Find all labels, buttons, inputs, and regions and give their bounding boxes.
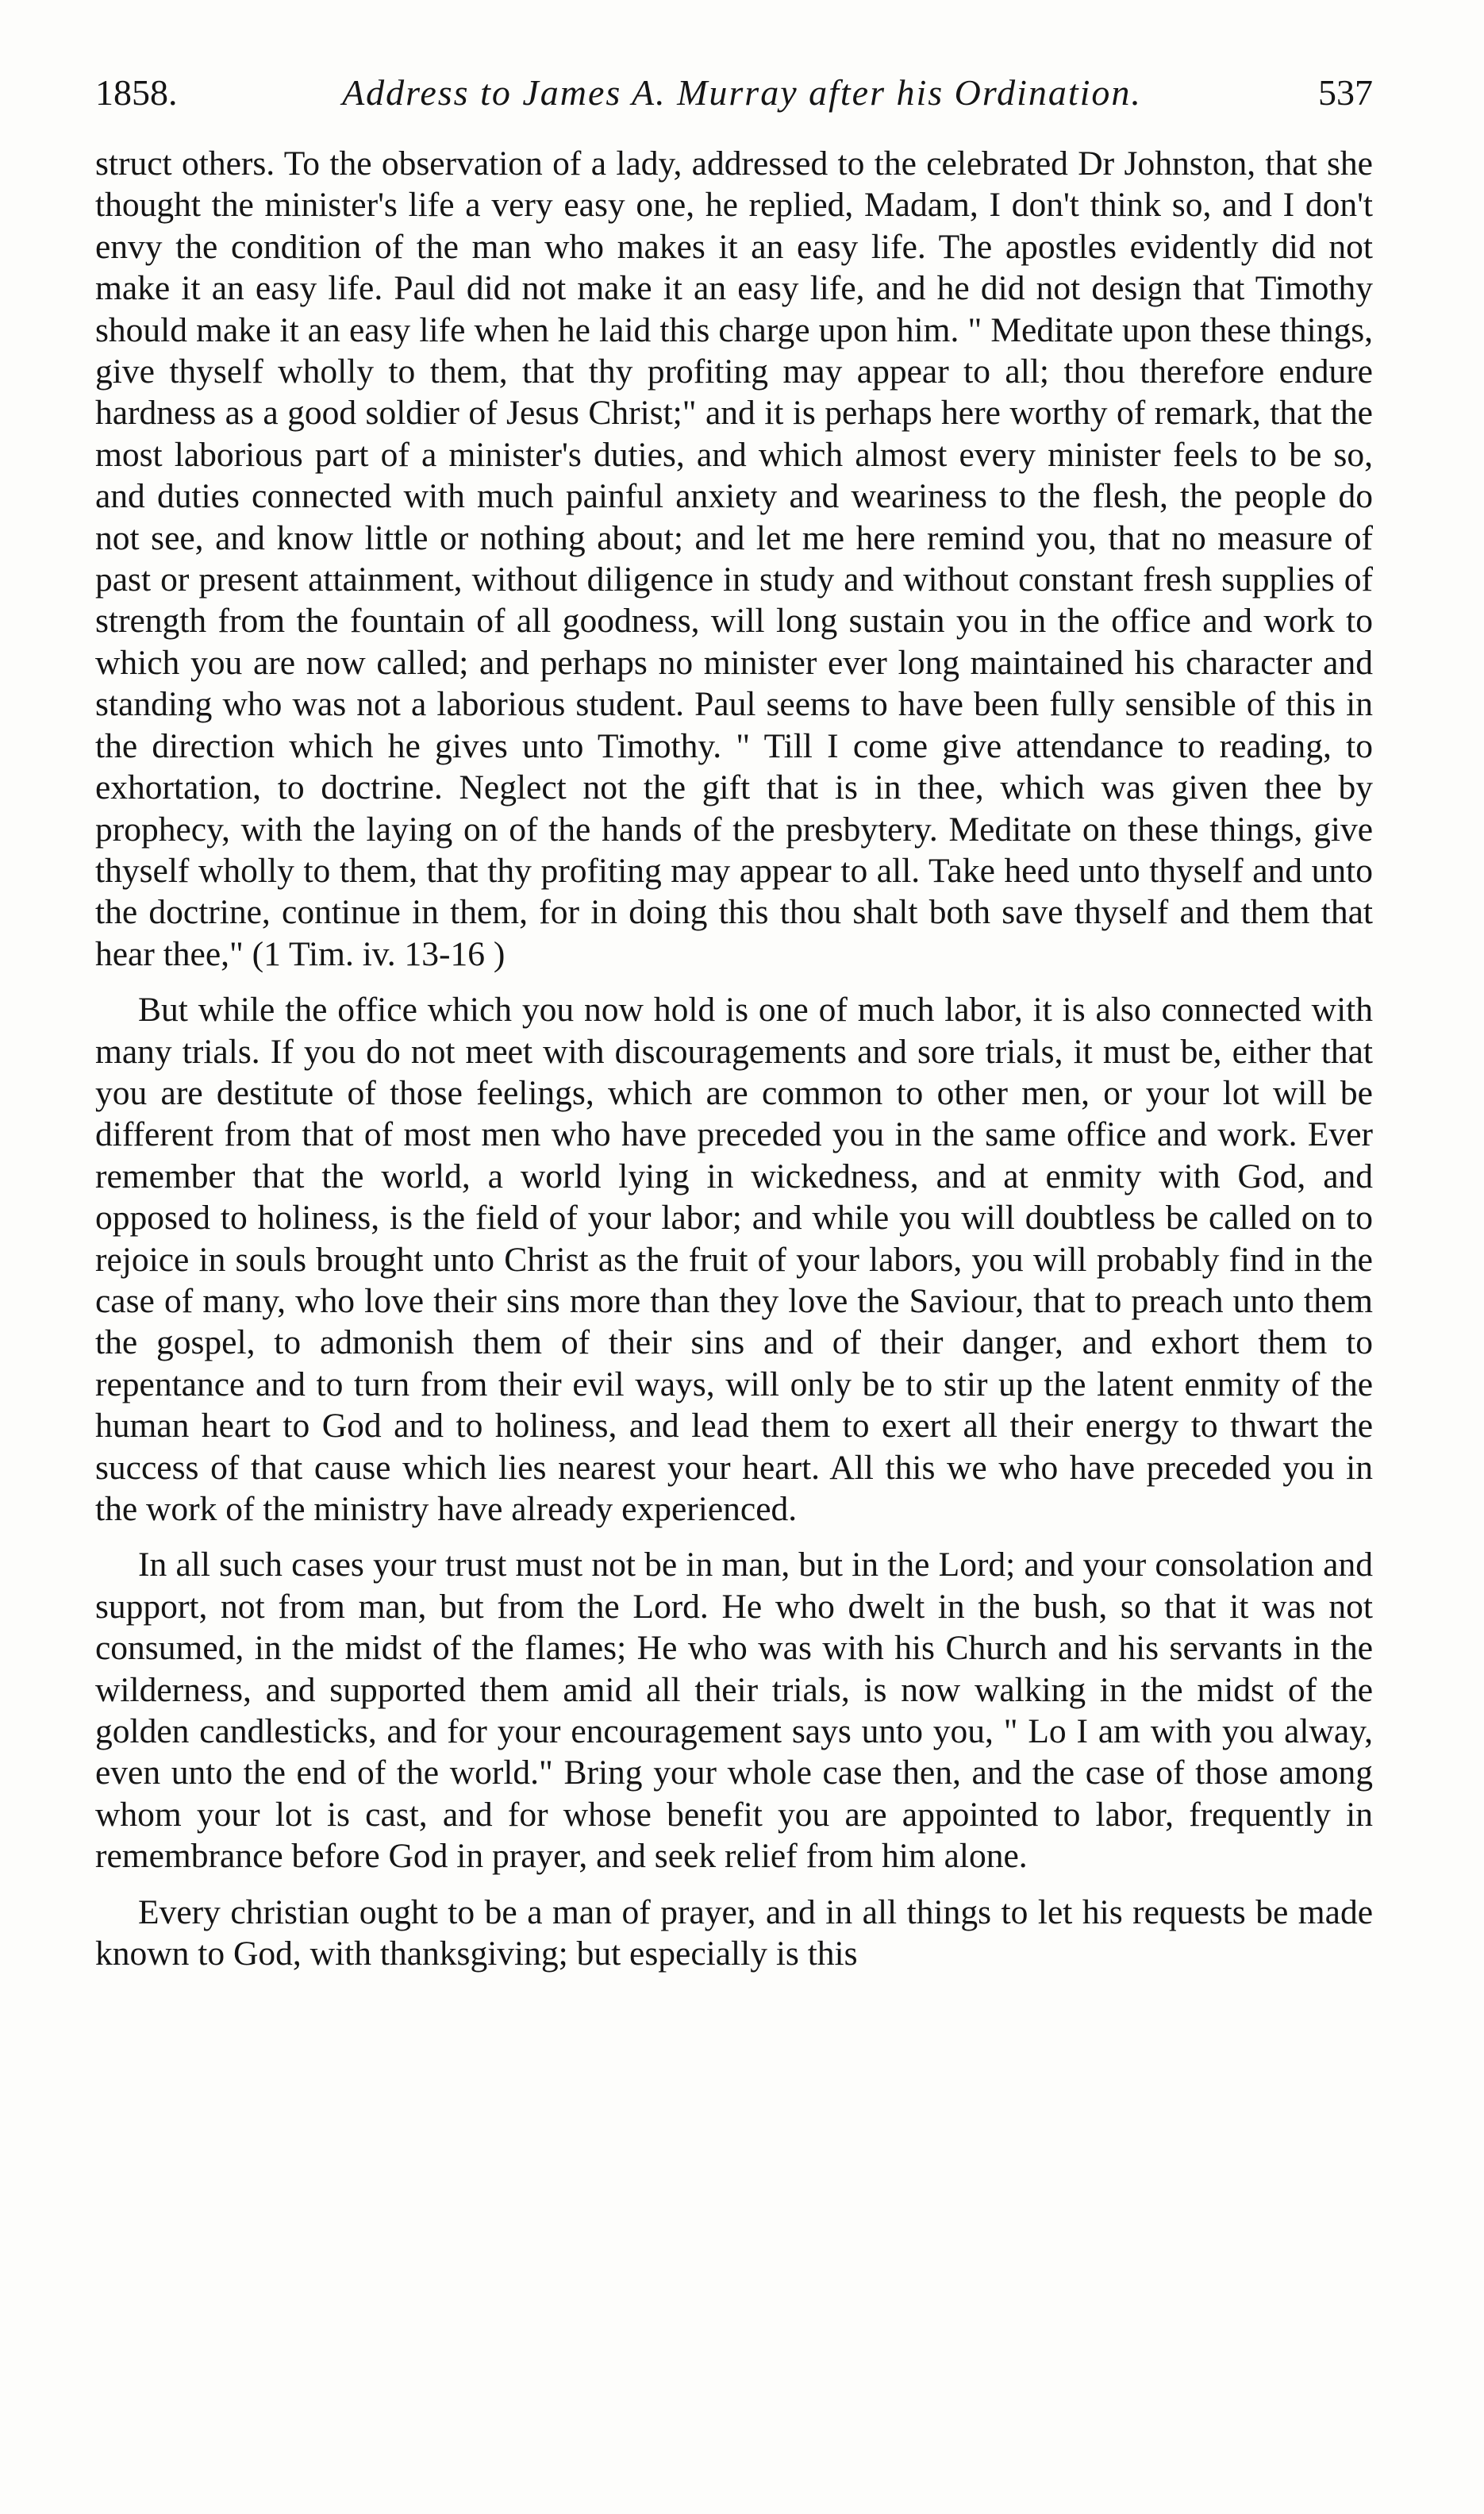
header-year: 1858. [95, 72, 178, 113]
header-title: Address to James A. Murray after his Ordination. [342, 72, 1142, 113]
paragraph-continued: struct others. To the observation of a lady, addressed to the celebrated Dr Johnston, that she thought the minister's life a very easy one, he replied, Madam, I don't think so, and I don't envy the condition of the man who makes it an easy life. The apostles evidently did not make it an easy life. Paul did not make it an easy life, and he did not design that Timothy should make it an easy life when he laid this charge upon him. " Meditate upon these things, give thyself wholly to them, that thy profiting may appear to all; thou therefore endure hardness as a good soldier of Jesus Christ;" and it is perhaps here worthy of remark, that the most laborious part of a minister's duties, and which almost every minister feels to be so, and duties connected with much painful anxiety and weariness to the flesh, the people do not see, and know little or nothing about; and let me here remind you, that no measure of past or present attainment, without diligence in study and without constant fresh supplies of strength from the fountain of all goodness, will long sustain you in the office and work to which you are now called; and perhaps no minister ever long maintained his character and standing who was not a laborious student. Paul seems to have been fully sensible of this in the direction which he gives unto Timothy. " Till I come give attendance to reading, to exhortation, to doctrine. Neglect not the gift that is in thee, which was given thee by prophecy, with the laying on of the hands of the presbytery. Meditate on these things, give thyself wholly to them, that thy profiting may appear to all. Take heed unto thyself and unto the doctrine, continue in them, for in doing this thou shalt both save thyself and them that hear thee," (1 Tim. iv. 13-16 ) [95, 144, 1373, 973]
paragraph-trust-in-lord: In all such cases your trust must not be in man, but in the Lord; and your consolation and support, not from man, but from the Lord. He who dwelt in the bush, so that it was not consumed, in the midst of the flames; He who was with his Church and his servants in the wilderness, and supported them amid all their trials, is now walking in the midst of the golden candlesticks, and for your encouragement says unto you, " Lo I am with you alway, even unto the end of the world." Bring your whole case then, and the case of those among whom your lot is cast, and for whose benefit you are appointed to labor, frequently in remembrance before God in prayer, and seek relief from him alone. [95, 1546, 1373, 1876]
running-header [95, 67, 1373, 119]
body-text [95, 143, 1373, 1988]
paragraph-office-trials: But while the office which you now hold is one of much labor, it is also connected with many trials. If you do not meet with discouragements and sore trials, it must be, either that you are destitute of those feelings, which are common to other men, or your lot will be different from that of most men who have preceded you in the same office and work. Ever remember that the world, a world lying in wickedness, and at enmity with God, and opposed to holiness, is the field of your labor; and while you will doubtless be called on to rejoice in souls brought unto Christ as the fruit of your labors, you will probably find in the case of many, who love their sins more than they love the Saviour, that to preach unto them the gospel, to admonish them of their sins and of their danger, and exhort them to repentance and to turn from their evil ways, will only be to stir up the latent enmity of the human heart to God and to holiness, and lead them to exert all their energy to thwart the success of that cause which lies nearest your heart. All this we who have preceded you in the work of the ministry have already experienced. [95, 991, 1373, 1528]
paragraph-prayer: Every christian ought to be a man of prayer, and in all things to let his requests be made known to God, with thanksgiving; but especially is this [95, 1892, 1373, 1973]
page-number: 537 [1318, 72, 1373, 113]
